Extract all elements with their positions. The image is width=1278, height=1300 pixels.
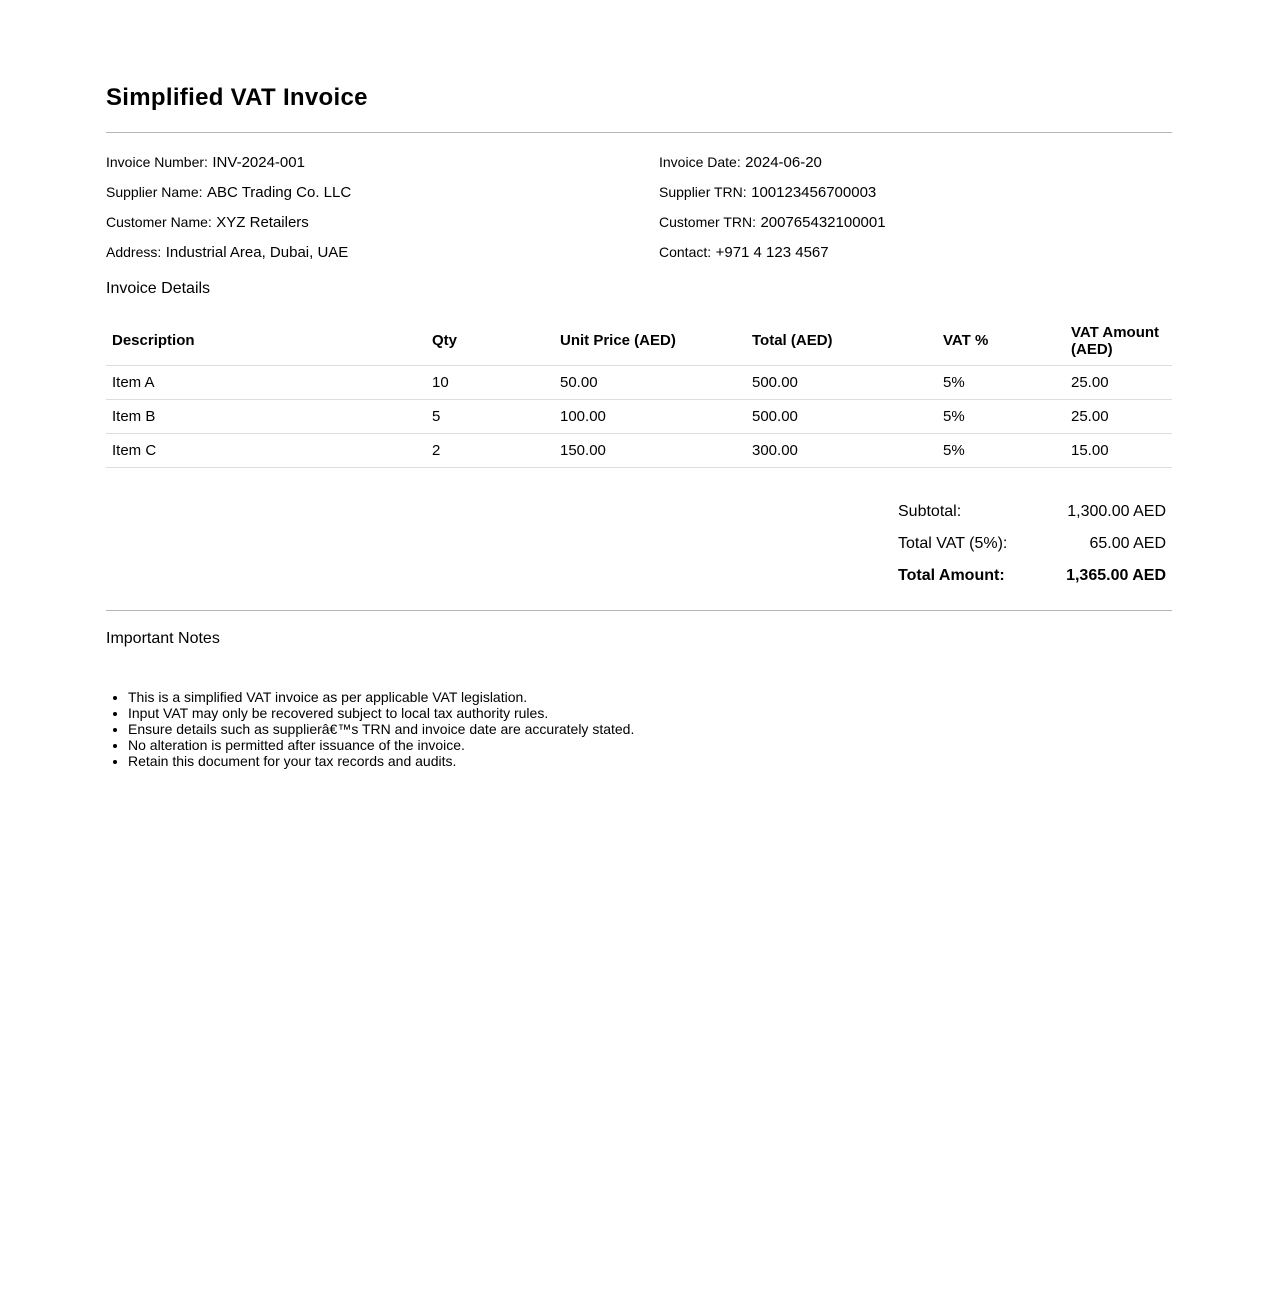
header-divider bbox=[106, 132, 1172, 133]
invoice-date-label: Invoice Date: bbox=[659, 154, 741, 170]
column-header-qty: Qty bbox=[426, 316, 554, 366]
table-cell: 15.00 bbox=[1065, 434, 1172, 468]
contact-field bbox=[659, 241, 829, 264]
grand-total-row bbox=[892, 560, 1172, 592]
table-cell: 5 bbox=[426, 400, 554, 434]
list-item: • Retain this document for your tax records and audits. bbox=[128, 753, 634, 769]
page-title: Simplified VAT Invoice bbox=[106, 84, 368, 111]
list-item: • No alteration is permitted after issuance of the invoice. bbox=[128, 737, 634, 753]
table-cell: 5% bbox=[937, 366, 1065, 400]
table-cell: 150.00 bbox=[554, 434, 746, 468]
info-row bbox=[106, 151, 1172, 173]
customer-trn-value: 200765432100001 bbox=[760, 214, 886, 231]
info-row bbox=[106, 241, 1172, 263]
invoice-number-value: INV-2024-001 bbox=[212, 154, 305, 171]
table-row bbox=[106, 434, 1172, 468]
invoice-items-table bbox=[106, 316, 1172, 468]
invoice-details-heading: Invoice Details bbox=[106, 280, 211, 297]
customer-trn-label: Customer TRN: bbox=[659, 214, 756, 230]
info-row bbox=[106, 181, 1172, 203]
invoice-number-field bbox=[106, 151, 305, 174]
column-header-description: Description bbox=[106, 316, 426, 366]
supplier-trn-label: Supplier TRN: bbox=[659, 184, 747, 200]
info-row bbox=[106, 211, 1172, 233]
total-vat-value: 65.00 AED bbox=[1089, 535, 1166, 552]
supplier-name-value: ABC Trading Co. LLC bbox=[206, 184, 352, 201]
address-label: Address: bbox=[106, 244, 162, 260]
subtotal-value: 1,300.00 AED bbox=[1067, 503, 1166, 520]
column-header-vat-amount: VAT Amount (AED) bbox=[1065, 316, 1172, 366]
table-cell: 300.00 bbox=[746, 434, 937, 468]
list-item: • This is a simplified VAT invoice as per applicable VAT legislation. bbox=[128, 689, 634, 705]
table-cell: 5% bbox=[937, 400, 1065, 434]
total-amount-label: Total Amount: bbox=[898, 567, 1005, 584]
notes-divider bbox=[106, 610, 1172, 611]
notes-list bbox=[106, 689, 634, 769]
table-cell: 500.00 bbox=[746, 366, 937, 400]
total-vat-label: Total VAT (5%): bbox=[898, 535, 1008, 552]
table-cell: 25.00 bbox=[1065, 366, 1172, 400]
subtotal-label: Subtotal: bbox=[898, 503, 962, 520]
table-cell: 25.00 bbox=[1065, 400, 1172, 434]
important-notes-heading: Important Notes bbox=[106, 630, 220, 647]
invoice-date-value: 2024-06-20 bbox=[745, 154, 822, 171]
supplier-trn-value: 100123456700003 bbox=[751, 184, 877, 201]
contact-value: +971 4 123 4567 bbox=[715, 244, 829, 261]
address-field bbox=[106, 241, 348, 264]
customer-name-label: Customer Name: bbox=[106, 214, 212, 230]
table-cell: 5% bbox=[937, 434, 1065, 468]
column-header-vat-percent: VAT % bbox=[937, 316, 1065, 366]
table-cell: Item A bbox=[106, 366, 426, 400]
table-cell: 100.00 bbox=[554, 400, 746, 434]
table-cell: Item B bbox=[106, 400, 426, 434]
address-value: Industrial Area, Dubai, UAE bbox=[165, 244, 349, 261]
table-header-row bbox=[106, 316, 1172, 366]
customer-trn-field bbox=[659, 211, 886, 234]
table-cell: Item C bbox=[106, 434, 426, 468]
column-header-total: Total (AED) bbox=[746, 316, 937, 366]
list-item: • Input VAT may only be recovered subject to local tax authority rules. bbox=[128, 705, 634, 721]
table-cell: 500.00 bbox=[746, 400, 937, 434]
vat-row bbox=[892, 528, 1172, 560]
table-row bbox=[106, 400, 1172, 434]
supplier-name-field bbox=[106, 181, 351, 204]
column-header-unit-price: Unit Price (AED) bbox=[554, 316, 746, 366]
supplier-trn-field bbox=[659, 181, 876, 204]
list-item: • Ensure details such as supplierâ€™s TRN and invoice date are accurately stated. bbox=[128, 721, 634, 737]
table-cell: 50.00 bbox=[554, 366, 746, 400]
supplier-name-label: Supplier Name: bbox=[106, 184, 203, 200]
table-cell: 2 bbox=[426, 434, 554, 468]
customer-name-value: XYZ Retailers bbox=[216, 214, 309, 231]
subtotal-row bbox=[892, 496, 1172, 528]
contact-label: Contact: bbox=[659, 244, 712, 260]
invoice-date-field bbox=[659, 151, 822, 174]
invoice-number-label: Invoice Number: bbox=[106, 154, 208, 170]
total-amount-value: 1,365.00 AED bbox=[1066, 567, 1166, 584]
customer-name-field bbox=[106, 211, 309, 234]
table-cell: 10 bbox=[426, 366, 554, 400]
table-row bbox=[106, 366, 1172, 400]
totals-summary bbox=[892, 496, 1172, 592]
